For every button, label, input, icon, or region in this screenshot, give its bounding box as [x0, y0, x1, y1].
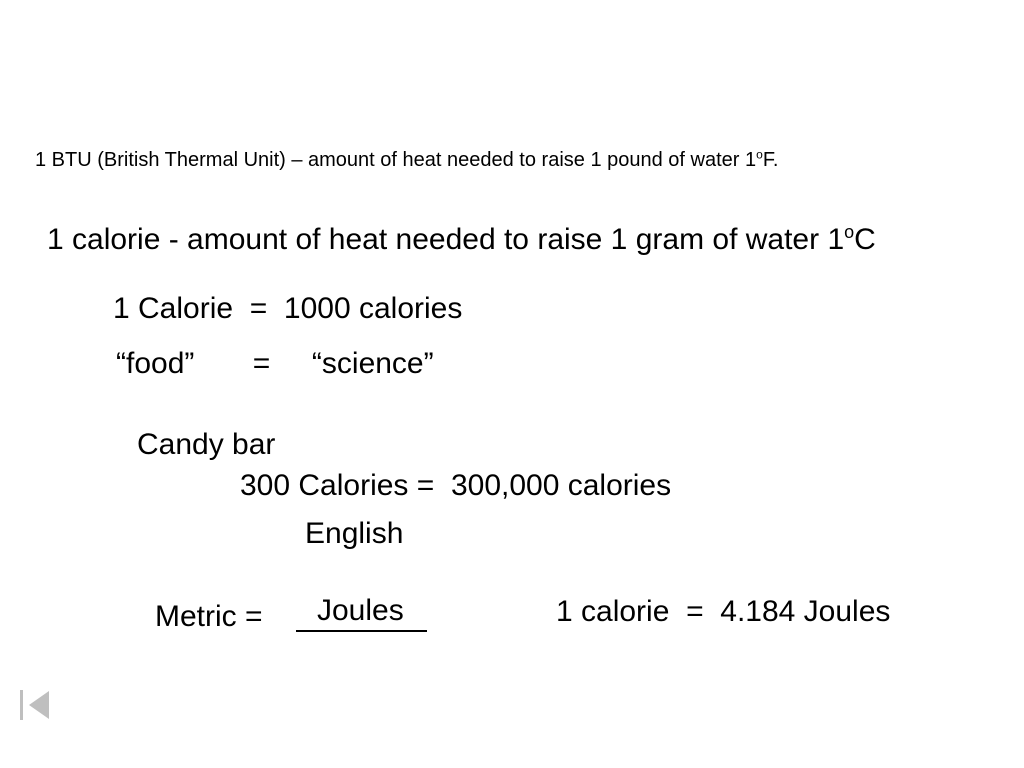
food-science-labels: “food” = “science”	[116, 347, 434, 380]
candy-bar-label: Candy bar	[137, 428, 276, 461]
answer-blank-line	[296, 630, 427, 632]
english-label: English	[305, 517, 404, 550]
previous-slide-icon	[18, 689, 54, 721]
btu-definition-text: 1 BTU (British Thermal Unit) – amount of heat needed to raise 1 pound of water 1	[35, 149, 757, 171]
candy-bar-equation: 300 Calories = 300,000 calories	[240, 469, 672, 502]
previous-slide-button[interactable]	[18, 689, 54, 721]
calorie-definition-unit: C	[854, 223, 876, 256]
btu-definition-unit: F.	[762, 149, 779, 171]
calorie-joule-equation: 1 calorie = 4.184 Joules	[556, 595, 891, 628]
degree-symbol: o	[844, 222, 855, 242]
metric-answer: Joules	[317, 594, 404, 627]
metric-label: Metric =	[155, 600, 271, 633]
calorie-equation: 1 Calorie = 1000 calories	[113, 292, 463, 325]
calorie-definition-text: 1 calorie - amount of heat needed to raise 1 gram of water 1	[47, 223, 845, 256]
btu-definition	[35, 147, 779, 171]
calorie-definition	[47, 222, 876, 256]
degree-symbol: o	[756, 147, 763, 162]
